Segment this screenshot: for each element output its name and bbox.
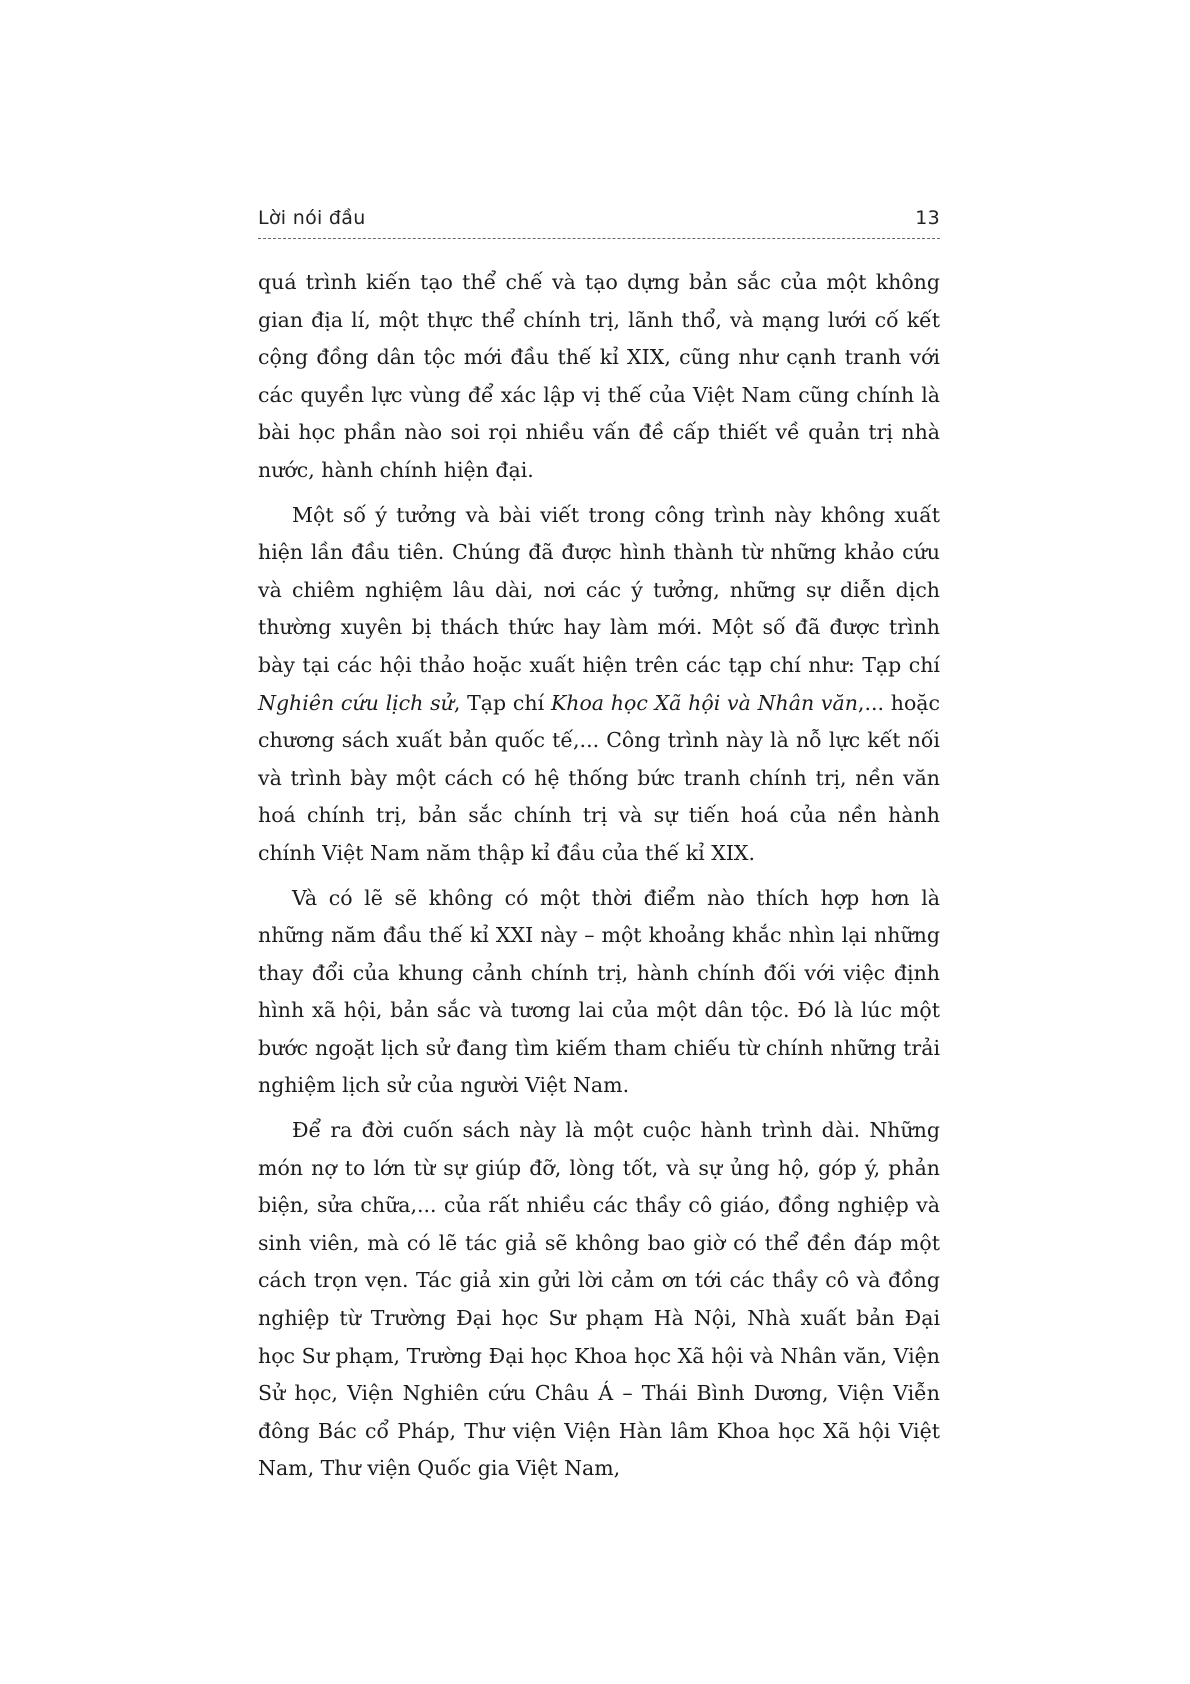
paragraph-continued: [258, 264, 940, 490]
text-segment: Để ra đời cuốn sách này là một cuộc hành trình dài. Những món nợ to lớn từ sự giúp đỡ, lòng tốt, và sự ủng hộ, góp ý, phản biện, sửa chữa,... của rất nhiều các thầy cô giáo, đồng nghiệp và sinh viên, mà có lẽ tác giả sẽ không bao giờ có thể đền đáp một cách trọn vẹn. Tác giả xin gửi lời cảm ơn tới các thầy cô và đồng nghiệp từ Trường Đại học Sư phạm Hà Nội, Nhà xuất bản Đại học Sư phạm, Trường Đại học Khoa học Xã hội và Nhân văn, Viện Sử học, Viện Nghiên cứu Châu Á – Thái Bình Dương, Viện Viễn đông Bác cổ Pháp, Thư viện Viện Hàn lâm Khoa học Xã hội Việt Nam, Thư viện Quốc gia Việt Nam,: [258, 1118, 940, 1481]
text-segment: ,... hoặc chương sách xuất bản quốc tế,... Công trình này là nỗ lực kết nối và trình bày một cách có hệ thống bức tranh chính trị, nền văn hoá chính trị, bản sắc chính trị và sự tiến hoá của nền hành chính Việt Nam năm thập kỉ đầu của thế kỉ XIX.: [258, 690, 940, 865]
text-segment: , Tạp chí: [453, 690, 551, 715]
page-number: 13: [915, 207, 940, 229]
running-header: [258, 207, 940, 233]
text-segment: Một số ý tưởng và bài viết trong công trình này không xuất hiện lần đầu tiên. Chúng đã được hình thành từ những khảo cứu và chiêm nghiệm lâu dài, nơi các ý tưởng, những sự diễn dịch thường xuyên bị thách thức hay làm mới. Một số đã được trình bày tại các hội thảo hoặc xuất hiện trên các tạp chí như: Tạp chí: [258, 502, 940, 677]
paragraph: [258, 1112, 940, 1488]
text-segment: quá trình kiến tạo thể chế và tạo dựng bản sắc của một không gian địa lí, một thực thể chính trị, lãnh thổ, và mạng lưới cố kết cộng đồng dân tộc mới đầu thế kỉ XIX, cũng như cạnh tranh với các quyền lực vùng để xác lập vị thế của Việt Nam cũng chính là bài học phần nào soi rọi nhiều vấn đề cấp thiết về quản trị nhà nước, hành chính hiện đại.: [258, 270, 940, 482]
body-text: [258, 264, 940, 1495]
paragraph: [258, 880, 940, 1106]
journal-title: Khoa học Xã hội và Nhân văn: [550, 690, 858, 715]
header-divider: [258, 238, 940, 239]
text-segment: Và có lẽ sẽ không có một thời điểm nào thích hợp hơn là những năm đầu thế kỉ XXI này – một khoảng khắc nhìn lại những thay đổi của khung cảnh chính trị, hành chính đối với việc định hình xã hội, bản sắc và tương lai của một dân tộc. Đó là lúc một bước ngoặt lịch sử đang tìm kiếm tham chiếu từ chính những trải nghiệm lịch sử của người Việt Nam.: [258, 885, 940, 1098]
journal-title: Nghiên cứu lịch sử: [258, 690, 454, 715]
chapter-title: Lời nói đầu: [258, 207, 366, 229]
paragraph: [258, 497, 940, 873]
